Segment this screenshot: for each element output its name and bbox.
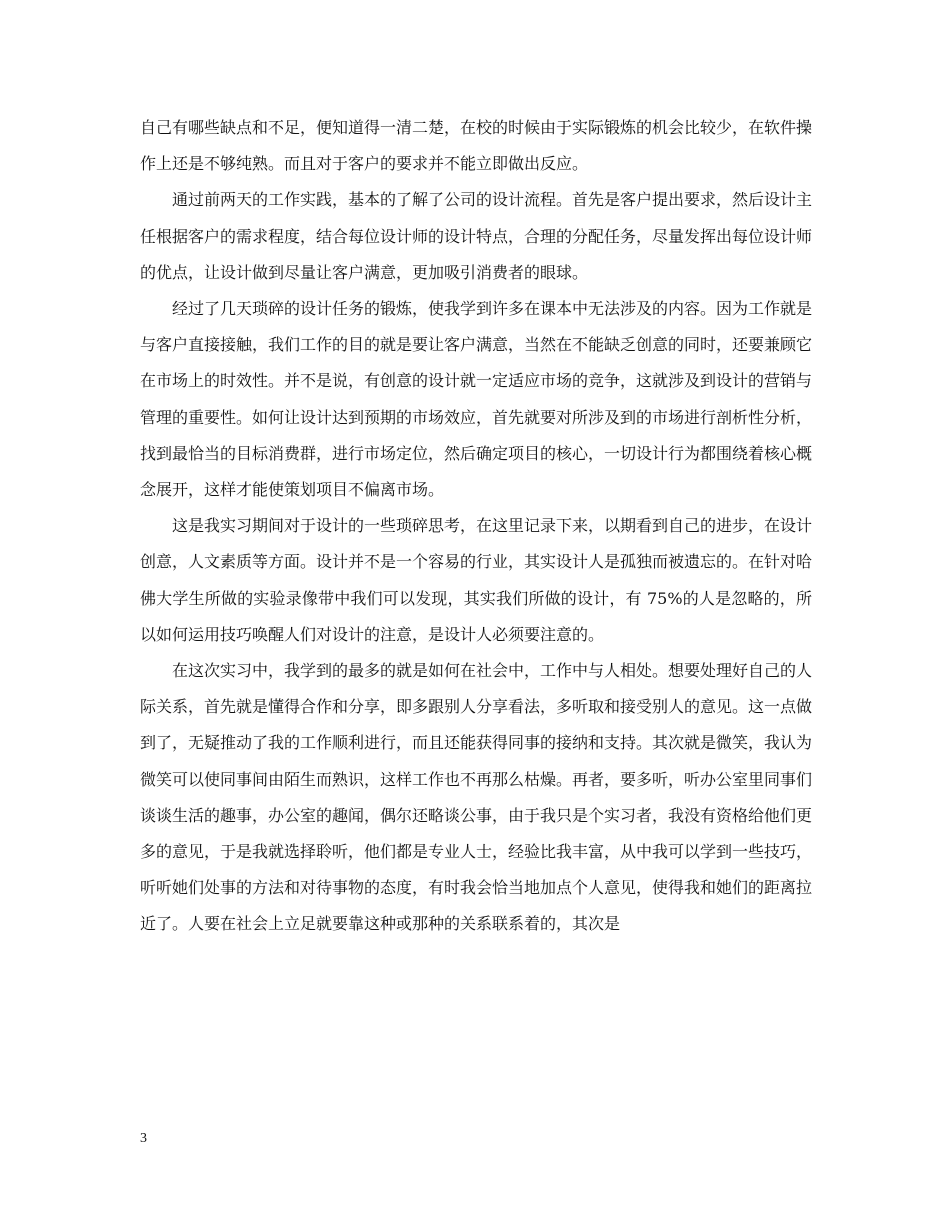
paragraph-2: 通过前两天的工作实践，基本的了解了公司的设计流程。首先是客户提出要求，然后设计主任根据客户的需求程度，结合每位设计师的设计特点，合理的分配任务，尽量发挥出每位设计师的优点，让设计做到尽量让客户满意，更加吸引消费者的眼球。	[140, 190, 813, 282]
document-body	[140, 110, 812, 943]
paragraph-1: 自己有哪些缺点和不足，便知道得一清二楚，在校的时候由于实际锻炼的机会比较少，在软件操作上还是不够纯熟。而且对于客户的要求并不能立即做出反应。	[140, 118, 813, 174]
page-number: 3	[140, 1131, 147, 1146]
paragraph-4: 这是我实习期间对于设计的一些琐碎思考，在这里记录下来，以期看到自己的进步，在设计创意，人文素质等方面。设计并不是一个容易的行业，其实设计人是孤独而被遗忘的。在针对哈佛大学生所做的实验录像带中我们可以发现，其实我们所做的设计，有 75%的人是忽略的，所以如何运用技巧唤醒人们对设计的注意，是设计人必须要注意的。	[140, 516, 813, 644]
paragraph-5: 在这次实习中，我学到的最多的就是如何在社会中，工作中与人相处。想要处理好自己的人际关系，首先就是懂得合作和分享，即多跟别人分享看法，多听取和接受别人的意见。这一点做到了，无疑推动了我的工作顺利进行，而且还能获得同事的接纳和支持。其次就是微笑，我认为微笑可以使同事间由陌生而熟识，这样工作也不再那么枯燥。再者，要多听，听办公室里同事们谈谈生活的趣事，办公室的趣闻，偶尔还略谈公事，由于我只是个实习者，我没有资格给他们更多的意见，于是我就选择聆听，他们都是专业人士，经验比我丰富，从中我可以学到一些技巧，听听她们处事的方法和对待事物的态度，有时我会恰当地加点个人意见，使得我和她们的距离拉近了。人要在社会上立足就要靠这种或那种的关系联系着的，其次是	[140, 661, 813, 934]
paragraph-3: 经过了几天琐碎的设计任务的锻炼，使我学到许多在课本中无法涉及的内容。因为工作就是与客户直接接触，我们工作的目的就是要让客户满意，当然在不能缺乏创意的同时，还要兼顾它在市场上的时效性。并不是说，有创意的设计就一定适应市场的竞争，这就涉及到设计的营销与管理的重要性。如何让设计达到预期的市场效应，首先就要对所涉及到的市场进行剖析性分析，找到最恰当的目标消费群，进行市场定位，然后确定项目的核心，一切设计行为都围绕着核心概念展开，这样才能使策划项目不偏离市场。	[140, 299, 813, 500]
